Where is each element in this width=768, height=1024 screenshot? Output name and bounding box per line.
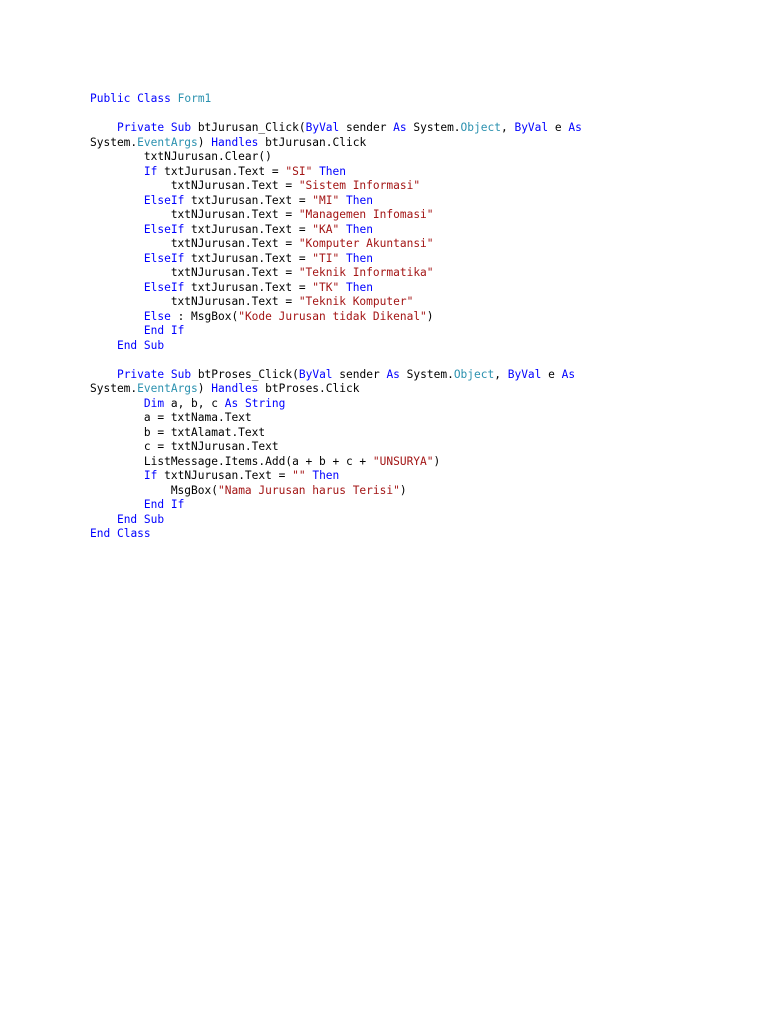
code-text: e: [541, 367, 562, 381]
string-token: "Teknik Informatika": [298, 266, 434, 279]
code-text: txtJurusan.Text =: [157, 164, 286, 178]
code-text: txtJurusan.Text =: [184, 193, 313, 207]
string-token: "Managemen Infomasi": [298, 208, 434, 221]
code-text: System.: [399, 367, 454, 381]
code-line: [90, 339, 730, 354]
code-text: [339, 194, 346, 207]
code-text: [90, 194, 144, 207]
keyword-token: Then: [346, 222, 373, 236]
code-line: [90, 440, 730, 455]
code-listing: [90, 92, 730, 542]
type-token: Object: [460, 121, 501, 134]
code-line: [90, 368, 730, 383]
code-text: txtNJurusan.Clear(): [90, 150, 272, 163]
code-text: a = txtNama.Text: [90, 411, 252, 424]
keyword-token: Sub: [143, 512, 165, 526]
code-text: [90, 498, 144, 511]
code-line: [90, 92, 730, 107]
code-text: txtJurusan.Text =: [184, 251, 313, 265]
code-text: [90, 469, 144, 482]
code-text: [90, 513, 117, 526]
code-line: [90, 194, 730, 209]
code-text: [339, 252, 346, 265]
code-text: ,: [500, 121, 515, 134]
code-text: [90, 324, 144, 337]
keyword-token: As: [568, 121, 582, 134]
type-token: EventArgs: [137, 135, 198, 149]
code-line: [90, 310, 730, 325]
string-token: "Komputer Akuntansi": [298, 237, 434, 250]
code-line: [90, 281, 730, 296]
keyword-token: End: [116, 512, 138, 526]
code-text: txtNJurusan.Text =: [157, 469, 293, 482]
code-line: [90, 498, 730, 513]
code-text: c = txtNJurusan.Text: [90, 440, 279, 453]
code-text: sender: [332, 367, 387, 381]
code-text: System.: [90, 135, 138, 149]
code-text: [171, 92, 178, 105]
code-line: [90, 426, 730, 441]
code-line: [90, 484, 730, 499]
string-token: "KA": [312, 222, 340, 236]
code-line: [90, 121, 730, 136]
keyword-token: ByVal: [507, 367, 542, 381]
string-token: "Sistem Informasi": [298, 179, 421, 192]
keyword-token: ElseIf: [143, 193, 185, 207]
keyword-token: Private: [116, 121, 165, 134]
code-text: txtJurusan.Text =: [184, 222, 313, 236]
code-text: [137, 339, 144, 352]
code-text: MsgBox(: [90, 483, 218, 497]
code-line: [90, 165, 730, 180]
keyword-token: Class: [137, 92, 171, 105]
keyword-token: ByVal: [514, 121, 549, 134]
code-text: txtNJurusan.Text =: [90, 208, 299, 221]
code-text: [164, 121, 171, 134]
code-text: [137, 513, 144, 526]
code-text: sender: [339, 121, 394, 134]
keyword-token: Private: [116, 367, 165, 381]
keyword-token: End: [90, 527, 111, 540]
code-text: txtNJurusan.Text =: [90, 295, 299, 308]
keyword-token: Then: [346, 280, 373, 294]
code-text: btJurusan.Click: [258, 135, 367, 149]
code-text: btJurusan_Click(: [191, 121, 306, 134]
keyword-token: As: [393, 121, 407, 134]
keyword-token: Class: [116, 527, 151, 540]
code-line: [90, 469, 730, 484]
code-text: ): [426, 309, 434, 323]
keyword-token: If: [143, 469, 158, 482]
code-line: [90, 353, 730, 368]
string-token: "TI": [312, 251, 340, 265]
code-text: [90, 368, 117, 381]
code-text: [110, 527, 117, 540]
keyword-token: Sub: [143, 338, 165, 352]
keyword-token: End: [143, 324, 165, 337]
keyword-token: As: [224, 396, 239, 410]
code-line: [90, 527, 730, 542]
string-token: "Nama Jurusan harus Terisi": [217, 483, 400, 497]
keyword-token: As: [561, 367, 576, 381]
string-token: "UNSURYA": [372, 454, 434, 468]
code-text: : MsgBox(: [170, 309, 239, 323]
code-text: [238, 397, 245, 410]
keyword-token: End: [116, 338, 138, 352]
keyword-token: If: [170, 324, 185, 337]
code-line: [90, 266, 730, 281]
code-line: [90, 252, 730, 267]
string-token: "Kode Jurusan tidak Dikenal": [238, 309, 427, 323]
code-text: txtNJurusan.Text =: [90, 266, 299, 279]
keyword-token: Sub: [170, 121, 192, 134]
string-token: "SI": [285, 164, 313, 178]
code-line: [90, 324, 730, 339]
keyword-token: As: [386, 367, 400, 381]
code-line: [90, 295, 730, 310]
code-text: [90, 223, 144, 236]
code-text: txtNJurusan.Text =: [90, 179, 299, 192]
code-text: e: [548, 121, 569, 134]
code-text: [90, 310, 144, 323]
keyword-token: Then: [346, 193, 373, 207]
keyword-token: Dim: [143, 396, 165, 410]
keyword-token: If: [143, 164, 158, 178]
code-text: txtJurusan.Text =: [184, 280, 313, 294]
keyword-token: End: [143, 498, 165, 511]
keyword-token: Handles: [211, 135, 259, 149]
code-text: System.: [90, 382, 138, 395]
code-line: [90, 223, 730, 238]
string-token: "": [292, 469, 306, 482]
code-text: ): [197, 135, 212, 149]
code-text: [90, 165, 144, 178]
code-line: [90, 382, 730, 397]
code-text: [339, 223, 346, 236]
keyword-token: Then: [312, 469, 340, 482]
type-token: EventArgs: [137, 382, 198, 395]
code-text: ): [197, 382, 212, 395]
code-text: ): [399, 483, 407, 497]
code-text: [90, 252, 144, 265]
code-line: [90, 455, 730, 470]
code-text: [90, 397, 144, 410]
code-text: [90, 281, 144, 294]
code-line: [90, 179, 730, 194]
code-line: [90, 237, 730, 252]
code-text: b = txtAlamat.Text: [90, 425, 266, 439]
code-text: ,: [494, 367, 508, 381]
code-text: ): [433, 454, 441, 468]
type-token: Form1: [177, 92, 212, 105]
code-text: a, b, c: [164, 396, 225, 410]
code-text: btProses_Click(: [191, 367, 299, 381]
keyword-token: Then: [346, 251, 373, 265]
keyword-token: String: [244, 396, 286, 410]
keyword-token: ElseIf: [143, 222, 185, 236]
code-text: [164, 324, 171, 337]
code-text: [164, 498, 171, 511]
keyword-token: Sub: [170, 367, 192, 381]
code-text: [90, 339, 117, 352]
string-token: "TK": [312, 280, 340, 294]
code-line: [90, 136, 730, 151]
type-token: Object: [453, 367, 495, 381]
code-text: txtNJurusan.Text =: [90, 237, 299, 250]
code-line: [90, 513, 730, 528]
code-text: [164, 368, 171, 381]
keyword-token: ByVal: [298, 367, 333, 381]
keyword-token: Then: [319, 164, 347, 178]
code-text: ListMessage.Items.Add(a + b + c +: [90, 454, 373, 468]
keyword-token: If: [170, 498, 185, 511]
keyword-token: ElseIf: [143, 280, 185, 294]
keyword-token: Public: [90, 92, 131, 105]
code-line: [90, 397, 730, 412]
code-text: System.: [406, 121, 461, 134]
code-line: [90, 208, 730, 223]
code-line: [90, 411, 730, 426]
string-token: "MI": [312, 193, 340, 207]
keyword-token: Handles: [211, 382, 259, 395]
code-line: [90, 107, 730, 122]
keyword-token: ElseIf: [143, 251, 185, 265]
keyword-token: Else: [143, 309, 171, 323]
code-text: [339, 281, 346, 294]
code-text: btProses.Click: [258, 382, 360, 395]
keyword-token: ByVal: [305, 121, 340, 134]
code-line: [90, 150, 730, 165]
code-text: [90, 121, 117, 134]
string-token: "Teknik Komputer": [298, 295, 414, 308]
